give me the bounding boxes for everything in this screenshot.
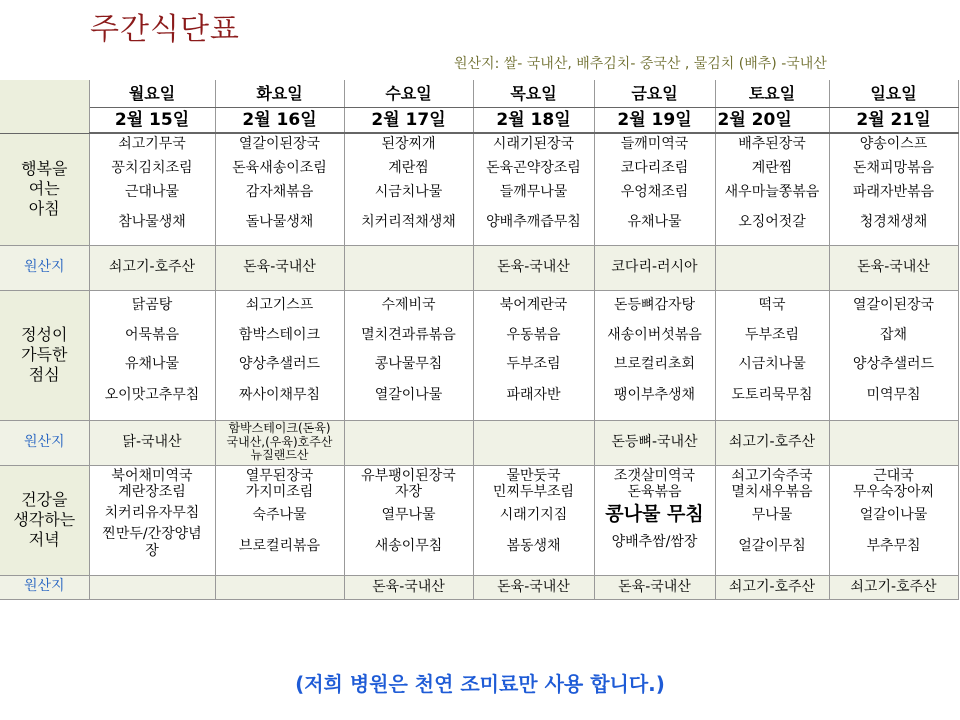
lunch-menu-mon: 닭곰탕 어묵볶음 유채나물 오이맛고추무침: [89, 290, 215, 420]
dinner-origin-thu: 돈육-국내산: [473, 575, 594, 599]
lunch-origin-row: [0, 420, 958, 465]
breakfast-menu-tue: 열갈이된장국 돈육새송이조림 감자채볶음 돌나물생채: [215, 133, 344, 245]
day-fri: 금요일: [594, 80, 715, 107]
breakfast-origin-tue: 돈육-국내산: [215, 245, 344, 290]
lunch-menu-tue: 쇠고기스프 함박스테이크 양상추샐러드 짜사이채무침: [215, 290, 344, 420]
lunch-menu-thu: 북어계란국 우동볶음 두부조림 파래자반: [473, 290, 594, 420]
breakfast-origin-fri: 코다리-러시아: [594, 245, 715, 290]
lunch-row: [0, 290, 958, 420]
weekly-menu-table: [0, 80, 959, 600]
lunch-label: 정성이 가득한 점심: [0, 290, 89, 420]
breakfast-origin-sun: 돈육-국내산: [829, 245, 958, 290]
dinner-menu-fri: 조갯살미역국 돈육볶음 콩나물 무침 양배추쌈/쌈장: [594, 465, 715, 575]
day-wed: 수요일: [344, 80, 473, 107]
lunch-origin-sat: 쇠고기-호주산: [715, 420, 829, 465]
date-sat: 2월 20일: [715, 107, 829, 133]
date-sun: 2월 21일: [829, 107, 958, 133]
breakfast-menu-mon: 쇠고기무국 꽁치김치조림 근대나물 참나물생채: [89, 133, 215, 245]
date-thu: 2월 18일: [473, 107, 594, 133]
header-corner: [0, 80, 89, 133]
dinner-origin-mon: [89, 575, 215, 599]
lunch-menu-sun: 열갈이된장국 잡채 양상추샐러드 미역무침: [829, 290, 958, 420]
breakfast-menu-wed: 된장찌개 계란찜 시금치나물 치커리적채생채: [344, 133, 473, 245]
rice-kimchi-origin-note: 원산지: 쌀- 국내산, 배추김치- 중국산 , 물김치 (배추) -국내산: [454, 56, 827, 72]
dinner-origin-tue: [215, 575, 344, 599]
day-thu: 목요일: [473, 80, 594, 107]
dinner-menu-tue: 열무된장국 가지미조림 숙주나물 브로컬리볶음: [215, 465, 344, 575]
lunch-menu-wed: 수제비국 멸치견과류볶음 콩나물무침 열갈이나물: [344, 290, 473, 420]
breakfast-origin-label: 원산지: [0, 245, 89, 290]
date-wed: 2월 17일: [344, 107, 473, 133]
dinner-origin-row: [0, 575, 958, 599]
lunch-origin-tue: 함박스테이크(돈육) 국내산,(우육)호주산 뉴질랜드산: [215, 420, 344, 465]
lunch-origin-label: 원산지: [0, 420, 89, 465]
dinner-menu-thu: 물만둣국 민찌두부조림 시래기지짐 봄동생채: [473, 465, 594, 575]
dinner-menu-mon: 북어채미역국 계란장조림 치커리유자무침 찐만두/간장양념 장: [89, 465, 215, 575]
dinner-origin-label: 원산지: [0, 575, 89, 599]
date-tue: 2월 16일: [215, 107, 344, 133]
breakfast-menu-sat: 배추된장국 계란찜 새우마늘쫑볶음 오징어젓갈: [715, 133, 829, 245]
dinner-origin-fri: 돈육-국내산: [594, 575, 715, 599]
date-mon: 2월 15일: [89, 107, 215, 133]
day-sun: 일요일: [829, 80, 958, 107]
breakfast-origin-thu: 돈육-국내산: [473, 245, 594, 290]
dinner-menu-sun: 근대국 무우숙장아찌 얼갈이나물 부추무침: [829, 465, 958, 575]
day-tue: 화요일: [215, 80, 344, 107]
dinner-label: 건강을 생각하는 저녁: [0, 465, 89, 575]
page-title: 주간식단표: [90, 12, 240, 47]
lunch-menu-sat: 떡국 두부조림 시금치나물 도토리묵무침: [715, 290, 829, 420]
dinner-origin-sat: 쇠고기-호주산: [715, 575, 829, 599]
day-mon: 월요일: [89, 80, 215, 107]
dinner-menu-wed: 유부팽이된장국 자장 열무나물 새송이무침: [344, 465, 473, 575]
breakfast-row: [0, 133, 958, 245]
breakfast-label: 행복을 여는 아침: [0, 133, 89, 245]
breakfast-menu-thu: 시래기된장국 돈육곤약장조림 들깨무나물 양배추깨즙무침: [473, 133, 594, 245]
lunch-origin-fri: 돈등뼈-국내산: [594, 420, 715, 465]
breakfast-origin-row: [0, 245, 958, 290]
date-header-row: [0, 107, 958, 133]
breakfast-menu-sun: 양송이스프 돈채피망볶음 파래자반볶음 청경채생채: [829, 133, 958, 245]
lunch-origin-mon: 닭-국내산: [89, 420, 215, 465]
dinner-menu-sat: 쇠고기숙주국 멸치새우볶음 무나물 얼갈이무침: [715, 465, 829, 575]
natural-seasoning-notice: (저희 병원은 천연 조미료만 사용 합니다.): [295, 672, 665, 696]
lunch-origin-sun: [829, 420, 958, 465]
breakfast-origin-mon: 쇠고기-호주산: [89, 245, 215, 290]
breakfast-origin-wed: [344, 245, 473, 290]
dinner-row: [0, 465, 958, 575]
breakfast-origin-sat: [715, 245, 829, 290]
day-header-row: [0, 80, 958, 107]
lunch-origin-wed: [344, 420, 473, 465]
lunch-menu-fri: 돈등뼈감자탕 새송이버섯볶음 브로컬리초회 팽이부추생채: [594, 290, 715, 420]
dinner-origin-wed: 돈육-국내산: [344, 575, 473, 599]
day-sat: 토요일: [715, 80, 829, 107]
lunch-origin-thu: [473, 420, 594, 465]
breakfast-menu-fri: 들깨미역국 코다리조림 우엉채조림 유채나물: [594, 133, 715, 245]
dinner-origin-sun: 쇠고기-호주산: [829, 575, 958, 599]
date-fri: 2월 19일: [594, 107, 715, 133]
